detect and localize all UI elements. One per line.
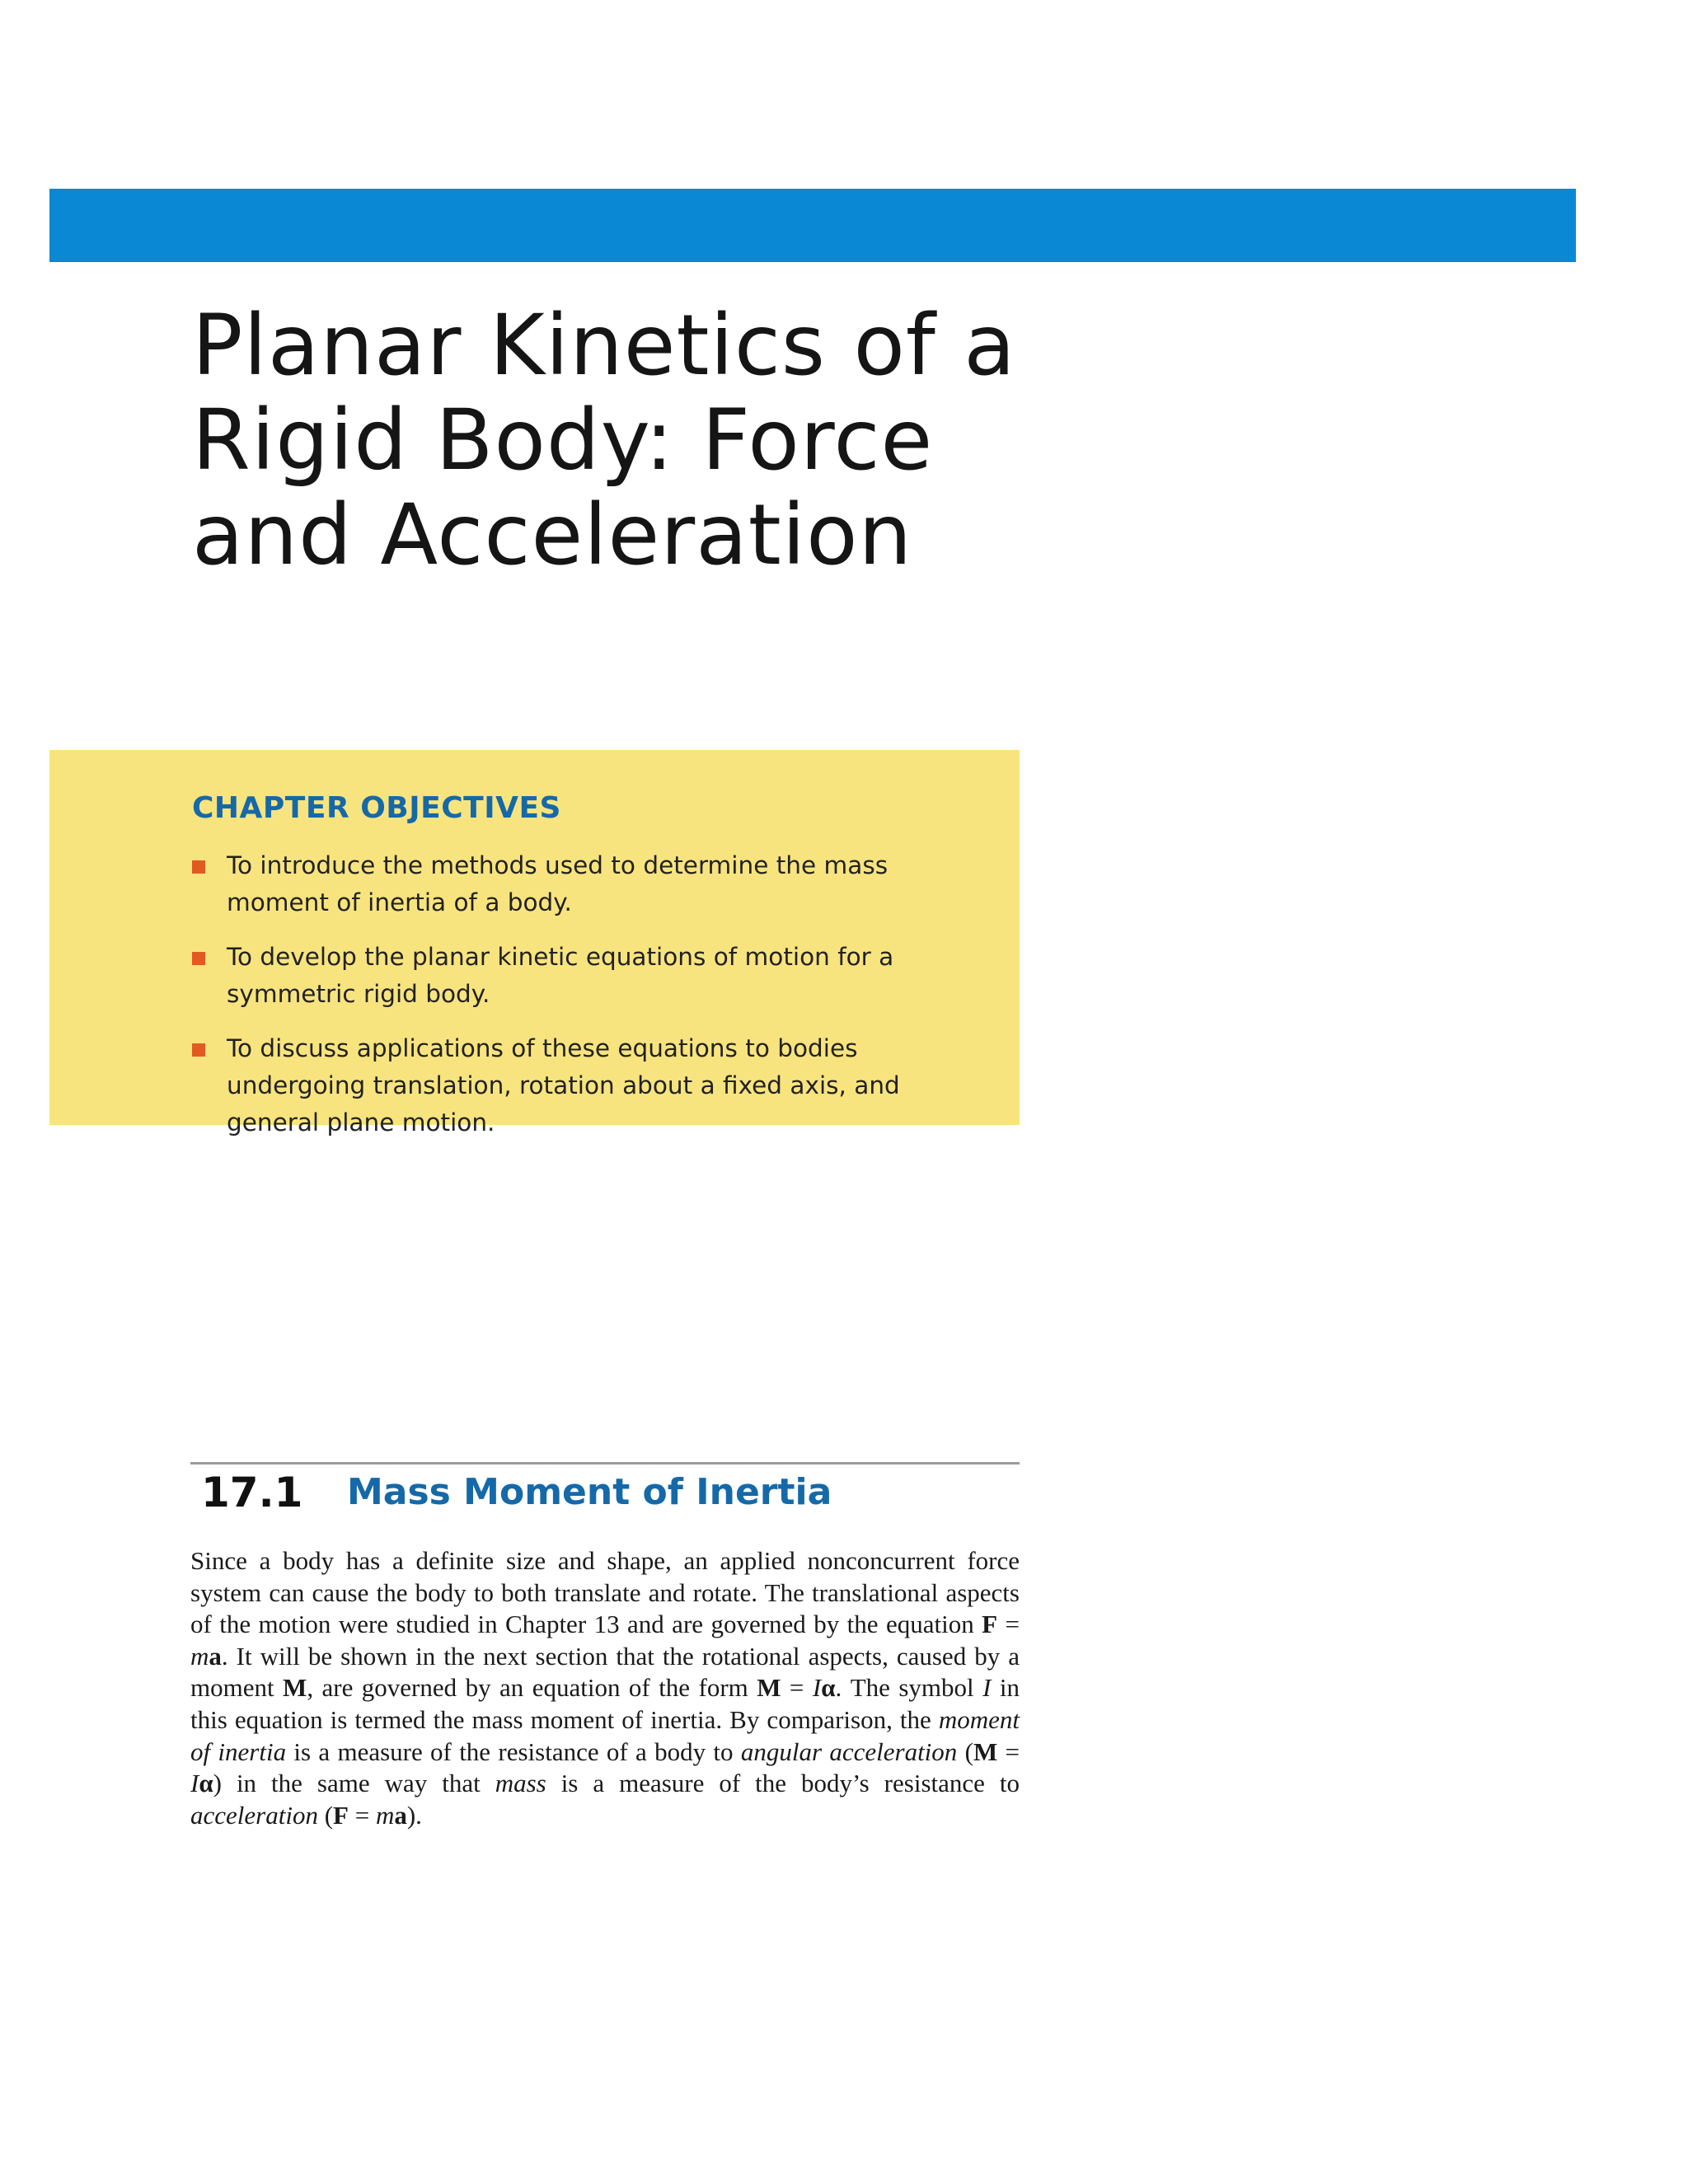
mass-symbol: m	[190, 1641, 209, 1671]
alpha-symbol: α	[199, 1769, 213, 1798]
text-run: is a measure of the body’s resistance to	[546, 1769, 1020, 1798]
text-run: ).	[406, 1800, 422, 1830]
emphasis-moment-of-inertia: moment of inertia	[190, 1704, 1020, 1766]
objective-text: To develop the planar kinetic equations of motion for a symmetric rigid body.	[227, 943, 894, 1008]
equals-sign: =	[781, 1673, 813, 1703]
text-run: , are governed by an equation of the form	[307, 1673, 757, 1703]
chapter-title-line-3: and Acceleration	[192, 486, 913, 584]
objective-item	[192, 847, 992, 921]
chapter-header-bar	[49, 189, 1576, 262]
force-symbol: F	[982, 1610, 998, 1639]
text-run: Since a body has a definite size and shape, an applied nonconcurrent force system can cause the body to both translate and rotate. The translational aspects of the motion were studied in Chapter 13 and are governed by the equation	[190, 1546, 1020, 1639]
force-symbol: F	[333, 1800, 349, 1830]
emphasis-mass: mass	[495, 1769, 546, 1798]
equals-sign: =	[997, 1736, 1020, 1766]
inertia-symbol: I	[812, 1673, 822, 1703]
chapter-title-line-2: Rigid Body: Force	[192, 391, 934, 490]
section-divider	[190, 1462, 1020, 1465]
equals-sign: =	[348, 1800, 376, 1830]
objectives-list	[192, 847, 992, 1159]
text-run: (	[317, 1800, 334, 1830]
inertia-symbol: I	[982, 1673, 992, 1703]
section-paragraph	[190, 1545, 1020, 1831]
square-bullet-icon	[192, 952, 205, 965]
square-bullet-icon	[192, 860, 205, 874]
text-run: (	[957, 1736, 973, 1766]
acceleration-symbol: a	[209, 1641, 222, 1671]
objectives-heading: CHAPTER OBJECTIVES	[192, 791, 561, 825]
section-title: Mass Moment of Inertia	[347, 1471, 832, 1513]
emphasis-acceleration: acceleration	[190, 1800, 318, 1830]
emphasis-angular-acceleration: angular acceleration	[740, 1736, 958, 1766]
text-run: ) in the same way that	[213, 1769, 495, 1798]
mass-symbol: m	[375, 1800, 395, 1830]
objective-item	[192, 939, 992, 1013]
acceleration-symbol: a	[394, 1800, 407, 1830]
objective-text: To discuss applications of these equations to bodies undergoing translation, rotation about a fixed axis, and general plane motion.	[227, 1034, 900, 1137]
text-run: is a measure of the resistance of a body to	[286, 1736, 741, 1766]
chapter-title-line-1: Planar Kinetics of a	[192, 297, 1016, 395]
text-run: . The symbol	[835, 1673, 983, 1703]
chapter-objectives-box	[49, 750, 1020, 1137]
objective-item	[192, 1030, 992, 1141]
text-run: in this equation is termed the mass moment of inertia. By comparison, the	[190, 1673, 1020, 1734]
moment-symbol: M	[283, 1673, 307, 1703]
section-number: 17.1	[201, 1469, 303, 1516]
inertia-symbol: I	[190, 1769, 199, 1798]
objective-text: To introduce the methods used to determine the mass moment of inertia of a body.	[227, 851, 889, 916]
alpha-symbol: α	[821, 1673, 836, 1703]
moment-symbol: M	[973, 1736, 998, 1766]
chapter-title	[192, 298, 1099, 583]
moment-symbol: M	[757, 1673, 781, 1703]
equals-sign: =	[997, 1610, 1020, 1639]
text-run: . It will be shown in the next section that the rotational aspects, caused by a moment	[190, 1641, 1020, 1703]
square-bullet-icon	[192, 1043, 205, 1057]
